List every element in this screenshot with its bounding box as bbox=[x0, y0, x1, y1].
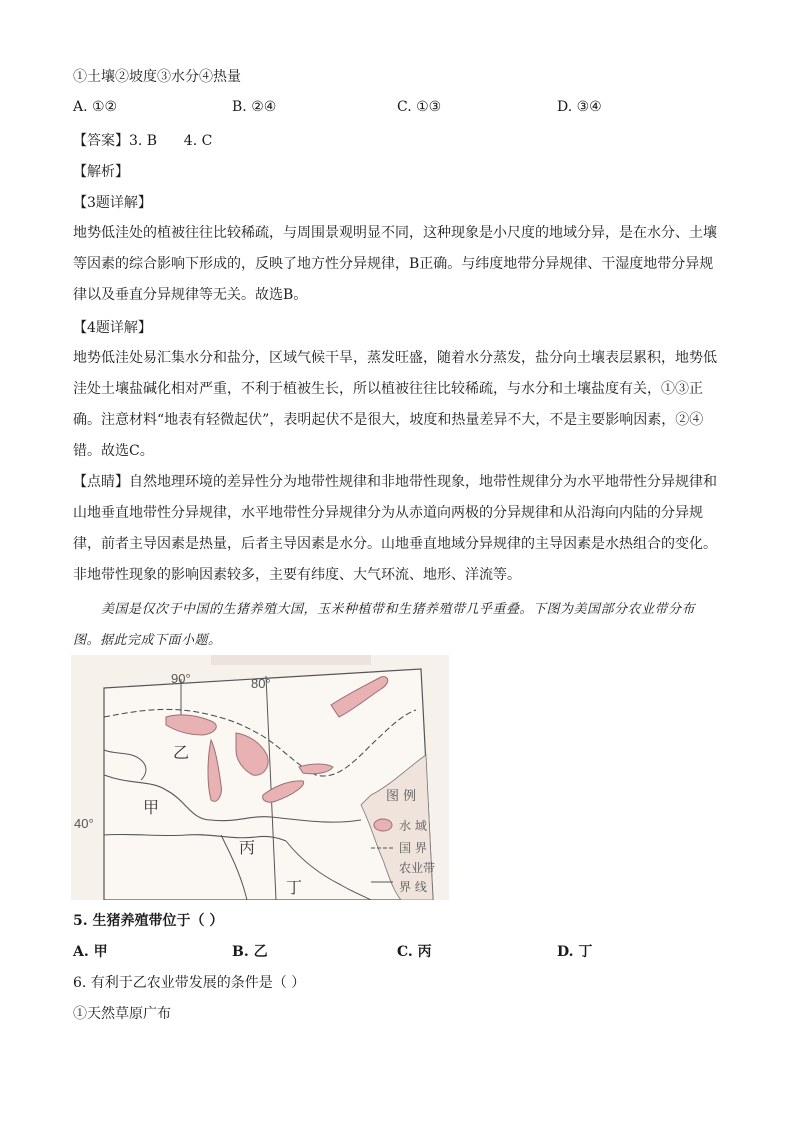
q3-line: 地势低洼处的植被往往比较稀疏，与周围景观明显不同，这种现象是小尺度的地域分异，是在水分、土壤 bbox=[73, 225, 717, 241]
q4-explanation bbox=[73, 343, 725, 467]
q4-choice-d: D. ③④ bbox=[557, 99, 602, 115]
tip-section bbox=[73, 467, 725, 591]
q4-heading: 【4题详解】 bbox=[73, 320, 152, 336]
lon-90-label: 90° bbox=[171, 671, 191, 686]
us-agriculture-belt-map bbox=[71, 655, 449, 900]
q5-choice-a: A. 甲 bbox=[73, 944, 108, 960]
q6-stem: 6. 有利于乙农业带发展的条件是（ ） bbox=[73, 975, 306, 991]
q4-choice-b: B. ②④ bbox=[232, 99, 277, 115]
lat-40-label: 40° bbox=[74, 816, 94, 831]
q3-line: 律以及垂直分异规律等无关。故选B。 bbox=[73, 287, 308, 303]
intro-line: 图。据此完成下面小题。 bbox=[73, 633, 222, 648]
q5-choice-d: D. 丁 bbox=[557, 944, 593, 960]
q4-choice-c: C. ①③ bbox=[397, 99, 442, 115]
region-ding-label: 丁 bbox=[286, 878, 303, 897]
q4-stem-options: ①土壤②坡度③水分④热量 bbox=[73, 69, 241, 85]
region-yi-label: 乙 bbox=[173, 743, 190, 762]
q4-line: 洼处土壤盐碱化相对严重，不利于植被生长，所以植被往往比较稀疏，与水分和土壤盐度有关，①③正 bbox=[73, 381, 703, 397]
intro-line: 美国是仅次于中国的生猪养殖大国，玉米种植带和生猪养殖带几乎重叠。下图为美国部分农业带分布 bbox=[101, 602, 696, 617]
analysis-label: 【解析】 bbox=[73, 164, 129, 180]
legend-title: 图 例 bbox=[386, 789, 417, 804]
q3-line: 等因素的综合影响下形成的，反映了地方性分异规律，B正确。与纬度地带分异规律、干湿度地带分异规 bbox=[73, 256, 714, 272]
region-jia-label: 甲 bbox=[143, 798, 160, 817]
q5-choice-b: B. 乙 bbox=[232, 944, 268, 960]
legend-belt-label-1: 农业带 bbox=[399, 861, 436, 875]
legend-water-label: 水 域 bbox=[399, 819, 427, 833]
answer-label: 【答案】3. B 4. C bbox=[73, 133, 213, 149]
legend-border-label: 国 界 bbox=[399, 841, 427, 855]
legend-water-swatch bbox=[374, 819, 392, 831]
q3-explanation bbox=[73, 218, 725, 311]
material-intro bbox=[73, 594, 725, 656]
q5-choice-c: C. 丙 bbox=[397, 944, 432, 960]
region-bing-label: 丙 bbox=[239, 838, 256, 857]
q4-line: 确。注意材料“地表有轻微起伏”，表明起伏不是很大，坡度和热量差异不大，不是主要影响因素，②④ bbox=[73, 412, 704, 428]
q6-option-1: ①天然草原广布 bbox=[73, 1006, 171, 1022]
tip-line: 山地垂直地带性分异规律，水平地带性分异规律分为从赤道向两极的分异规律和从沿海向内陆的分异规 bbox=[73, 505, 703, 521]
tip-line: 非地带性现象的影响因素较多，主要有纬度、大气环流、地形、洋流等。 bbox=[73, 567, 521, 583]
tip-line: 【点睛】自然地理环境的差异性分为地带性规律和非地带性现象，地带性规律分为水平地带性分异规律和 bbox=[73, 474, 717, 490]
legend-belt-label-2: 界 线 bbox=[399, 880, 427, 894]
map-title-strip bbox=[211, 655, 371, 665]
q3-heading: 【3题详解】 bbox=[73, 195, 152, 211]
tip-line: 律，前者主导因素是热量，后者主导因素是水分。山地垂直地域分异规律的主导因素是水热组合的变化。 bbox=[73, 536, 717, 552]
q4-line: 地势低洼处易汇集水分和盐分，区域气候干旱，蒸发旺盛，随着水分蒸发，盐分向土壤表层累积，地势低 bbox=[73, 350, 717, 366]
q5-stem: 5. 生猪养殖带位于（ ） bbox=[73, 913, 224, 929]
q4-line: 错。故选C。 bbox=[73, 443, 154, 459]
q4-choice-a: A. ①② bbox=[73, 99, 118, 115]
lon-80-label: 80° bbox=[251, 676, 271, 691]
